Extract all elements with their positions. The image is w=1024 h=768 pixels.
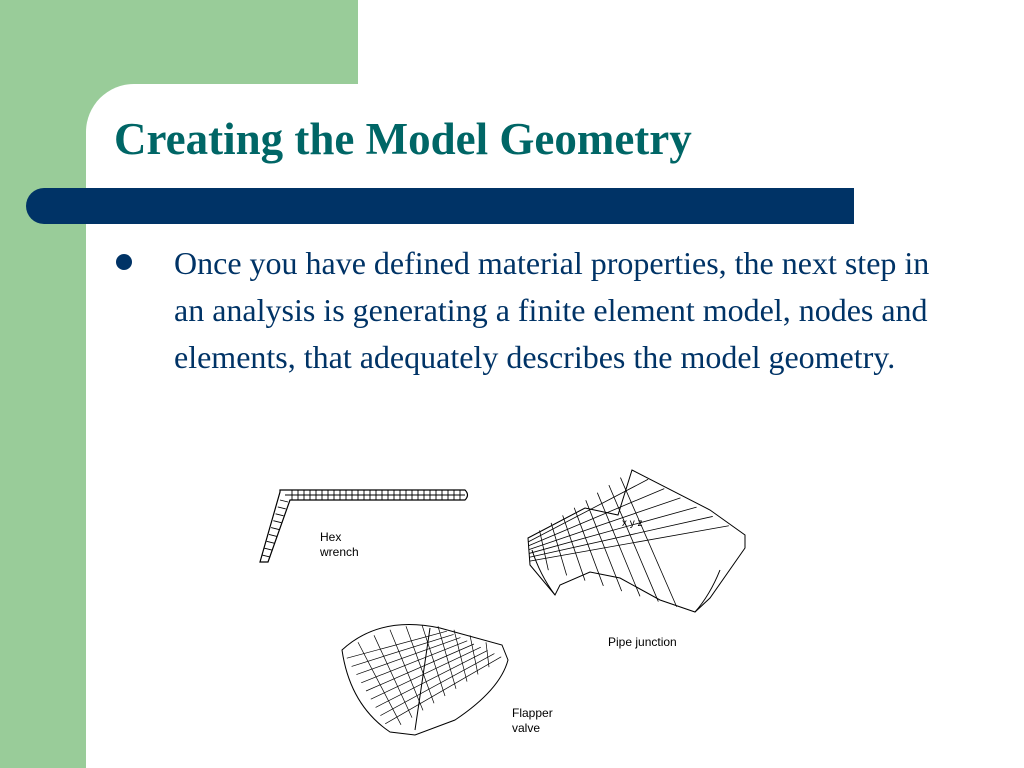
bullet-icon <box>116 254 132 270</box>
hex-wrench-label: Hex wrench <box>320 530 359 559</box>
fem-models-drawing <box>240 460 760 750</box>
bullet-text: Once you have defined material properties, the next step in an analysis is generating a finite element model, nodes and elements, that adequately describes the model geometry. <box>174 245 930 375</box>
flapper-valve-label: Flapper valve <box>512 706 553 735</box>
fem-models-figure <box>240 460 760 750</box>
flapper-valve-mesh <box>342 624 508 735</box>
hex-wrench-mesh <box>260 490 468 562</box>
pipe-junction-mesh <box>528 470 745 612</box>
pipe-junction-label: Pipe junction <box>608 635 677 649</box>
svg-text:x y z: x y z <box>622 518 643 529</box>
slide-title: Creating the Model Geometry <box>114 114 692 164</box>
title-underline-bar <box>26 188 854 224</box>
